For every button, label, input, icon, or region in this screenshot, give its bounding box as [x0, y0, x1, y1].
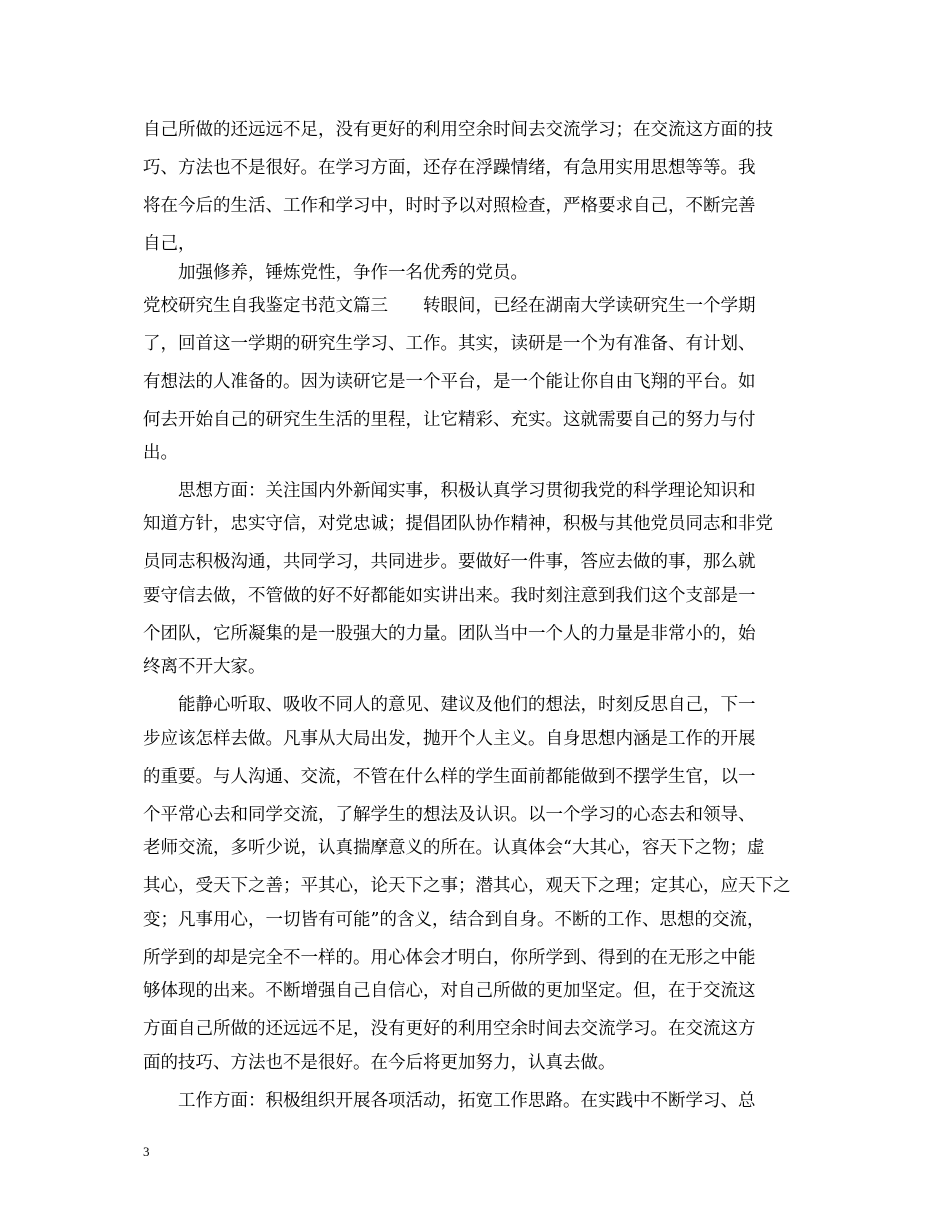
text-line: 员同志积极沟通，共同学习，共同进步。要做好一件事，答应去做的事，那么就: [143, 552, 756, 572]
text-line: 变；凡事用心，一切皆有可能”的含义，结合到自身。不断的工作、思想的交流，: [143, 910, 765, 930]
text-line: 其心，受天下之善；平其心，论天下之事；潜其心，观天下之理；定其心，应天下之: [143, 876, 791, 896]
text-line: 了，回首这一学期的研究生学习、工作。其实，读研是一个为有准备、有计划、: [143, 334, 756, 354]
text-line: 自己所做的还远远不足，没有更好的利用空余时间去交流学习；在交流这方面的技: [143, 120, 773, 140]
text-line: 有想法的人准备的。因为读研它是一个平台，是一个能让你自由飞翔的平台。如: [143, 372, 756, 392]
text-line: 巧、方法也不是很好。在学习方面，还存在浮躁情绪，有急用实用思想等等。我: [143, 158, 756, 178]
text-line: 面的技巧、方法也不是很好。在今后将更加努力，认真去做。: [143, 1053, 616, 1073]
page-number: 3: [143, 1144, 150, 1159]
text-line: 终离不开大家。: [143, 657, 266, 677]
text-line: 党校研究生自我鉴定书范文篇三 转眼间，已经在湖南大学读研究生一个学期: [143, 296, 756, 316]
text-line: 工作方面：积极组织开展各项活动，拓宽工作思路。在实践中不断学习、总: [178, 1091, 756, 1111]
text-line: 能静心听取、吸收不同人的意见、建议及他们的想法，时刻反思自己，下一: [178, 695, 756, 715]
text-line: 老师交流，多听少说，认真揣摩意义的所在。认真体会“大其心，容天下之物；虚: [143, 838, 765, 858]
text-line: 步应该怎样去做。凡事从大局出发，抛开个人主义。自身思想内涵是工作的开展: [143, 729, 756, 749]
text-line: 何去开始自己的研究生生活的里程，让它精彩、充实。这就需要自己的努力与付: [143, 410, 756, 430]
text-line: 的重要。与人沟通、交流，不管在什么样的学生面前都能做到不摆学生官，以一: [143, 767, 756, 787]
text-line: 方面自己所做的还远远不足，没有更好的利用空余时间去交流学习。在交流这方: [143, 1019, 756, 1039]
text-line: 够体现的出来。不断增强自己自信心，对自己所做的更加坚定。但，在于交流这: [143, 981, 756, 1001]
text-line: 加强修养，锤炼党性，争作一名优秀的党员。: [178, 263, 528, 283]
text-line: 将在今后的生活、工作和学习中，时时予以对照检查，严格要求自己，不断完善: [143, 196, 756, 216]
text-line: 个平常心去和同学交流，了解学生的想法及认识。以一个学习的心态去和领导、: [143, 805, 756, 825]
text-line: 自己，: [143, 234, 196, 254]
text-line: 个团队，它所凝集的是一股强大的力量。团队当中一个人的力量是非常小的，始: [143, 624, 756, 644]
text-line: 出。: [143, 443, 178, 463]
text-line: 要守信去做，不管做的好不好都能如实讲出来。我时刻注意到我们这个支部是一: [143, 586, 756, 606]
text-line: 所学到的却是完全不一样的。用心体会才明白，你所学到、得到的在无形之中能: [143, 948, 756, 968]
text-line: 思想方面：关注国内外新闻实事，积极认真学习贯彻我党的科学理论知识和: [178, 481, 756, 501]
text-line: 知道方针，忠实守信，对党忠诚；提倡团队协作精神，积极与其他党员同志和非党: [143, 514, 773, 534]
